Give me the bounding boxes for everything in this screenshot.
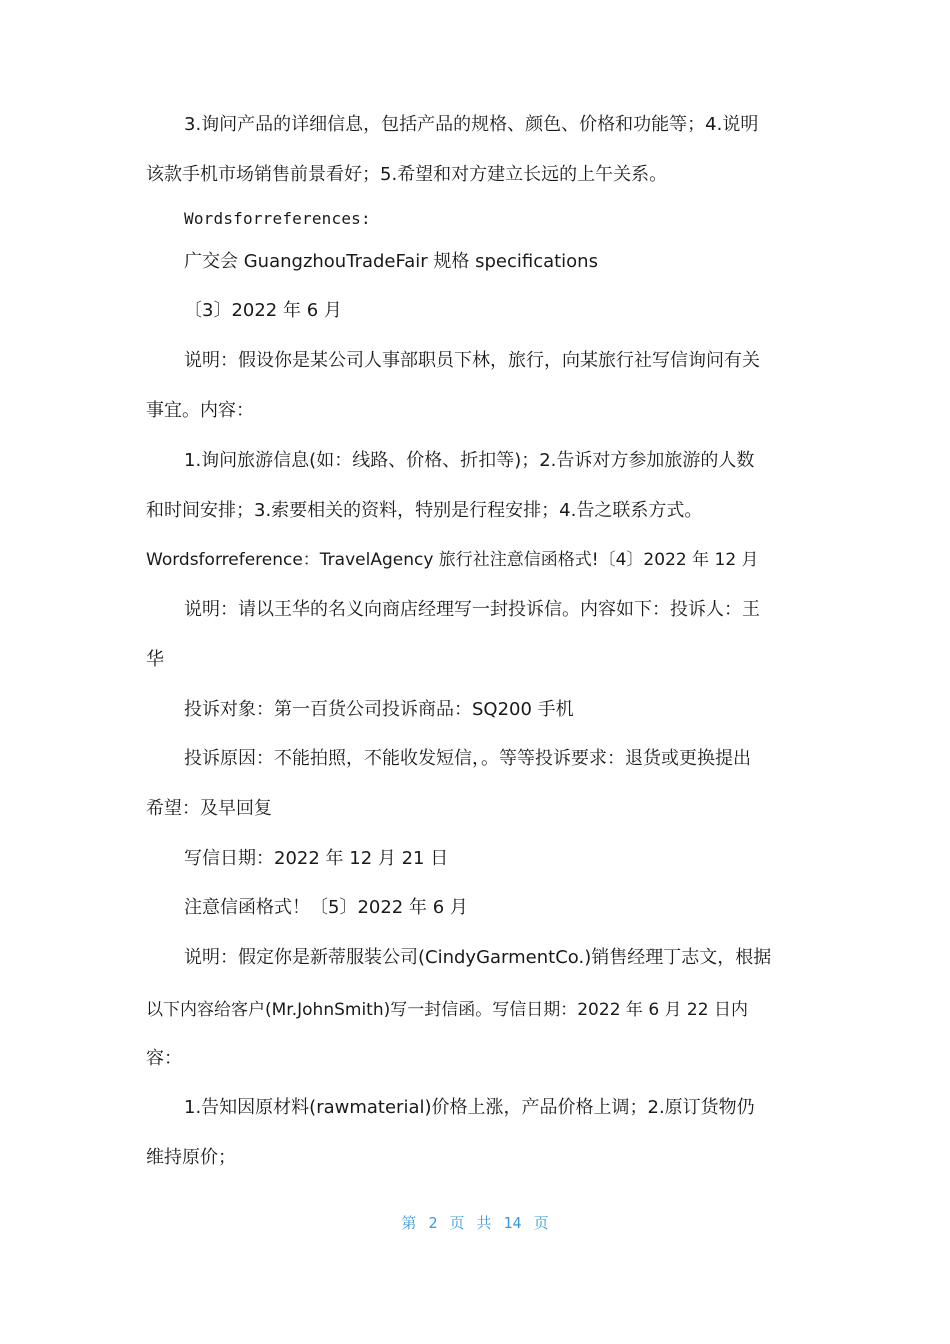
text-line: 说明：请以王华的名义向商店经理写一封投诉信。内容如下：投诉人：王	[184, 599, 760, 620]
text-line: 容：	[146, 1048, 182, 1069]
text-line: 广交会 GuangzhouTradeFair 规格 specifications	[184, 251, 598, 272]
footer-current-page: 2	[428, 1214, 438, 1232]
text-line: 3.询问产品的详细信息，包括产品的规格、颜色、价格和功能等；4.说明	[184, 114, 759, 135]
text-line: Wordsforreference：TravelAgency 旅行社注意信函格式!〔4〕2022 年 12 月	[146, 550, 759, 570]
footer-di: 第	[401, 1214, 417, 1232]
page-footer	[0, 1212, 950, 1234]
text-line: 该款手机市场销售前景看好；5.希望和对方建立长远的上午关系。	[146, 164, 668, 185]
text-line: 和时间安排；3.索要相关的资料，特别是行程安排；4.告之联系方式。	[146, 500, 703, 521]
text-line: 投诉原因：不能拍照，不能收发短信，。等等投诉要求：退货或更换提出	[184, 748, 751, 769]
text-line: 华	[146, 649, 164, 670]
footer-total-pages: 14	[503, 1214, 522, 1232]
text-line: 以下内容给客户(Mr.JohnSmith)写一封信函。写信日期：2022 年 6 月 22 日内	[146, 1000, 748, 1020]
text-line: 1.询问旅游信息(如：线路、价格、折扣等)；2.告诉对方参加旅游的人数	[184, 450, 755, 471]
text-line: 〔3〕2022 年 6 月	[184, 300, 342, 321]
footer-ye: 页	[533, 1214, 549, 1232]
text-line: 事宜。内容：	[146, 400, 254, 421]
text-line: 1.告知因原材料(rawmaterial)价格上涨，产品价格上调；2.原订货物仍	[184, 1097, 755, 1118]
text-line: 维持原价；	[146, 1147, 236, 1168]
text-line: 希望：及早回复	[146, 798, 272, 819]
footer-gong: 共	[476, 1214, 492, 1232]
text-line: 投诉对象：第一百货公司投诉商品：SQ200 手机	[184, 699, 574, 720]
text-line: 说明：假设你是某公司人事部职员下林，旅行，向某旅行社写信询问有关	[184, 350, 760, 371]
text-line: 注意信函格式！〔5〕2022 年 6 月	[184, 897, 468, 918]
text-line: 写信日期：2022 年 12 月 21 日	[184, 848, 449, 869]
text-line: 说明：假定你是新蒂服装公司(CindyGarmentCo.)销售经理丁志文，根据	[184, 947, 772, 968]
footer-ye: 页	[449, 1214, 465, 1232]
text-line: Wordsforreferences:	[184, 209, 371, 228]
